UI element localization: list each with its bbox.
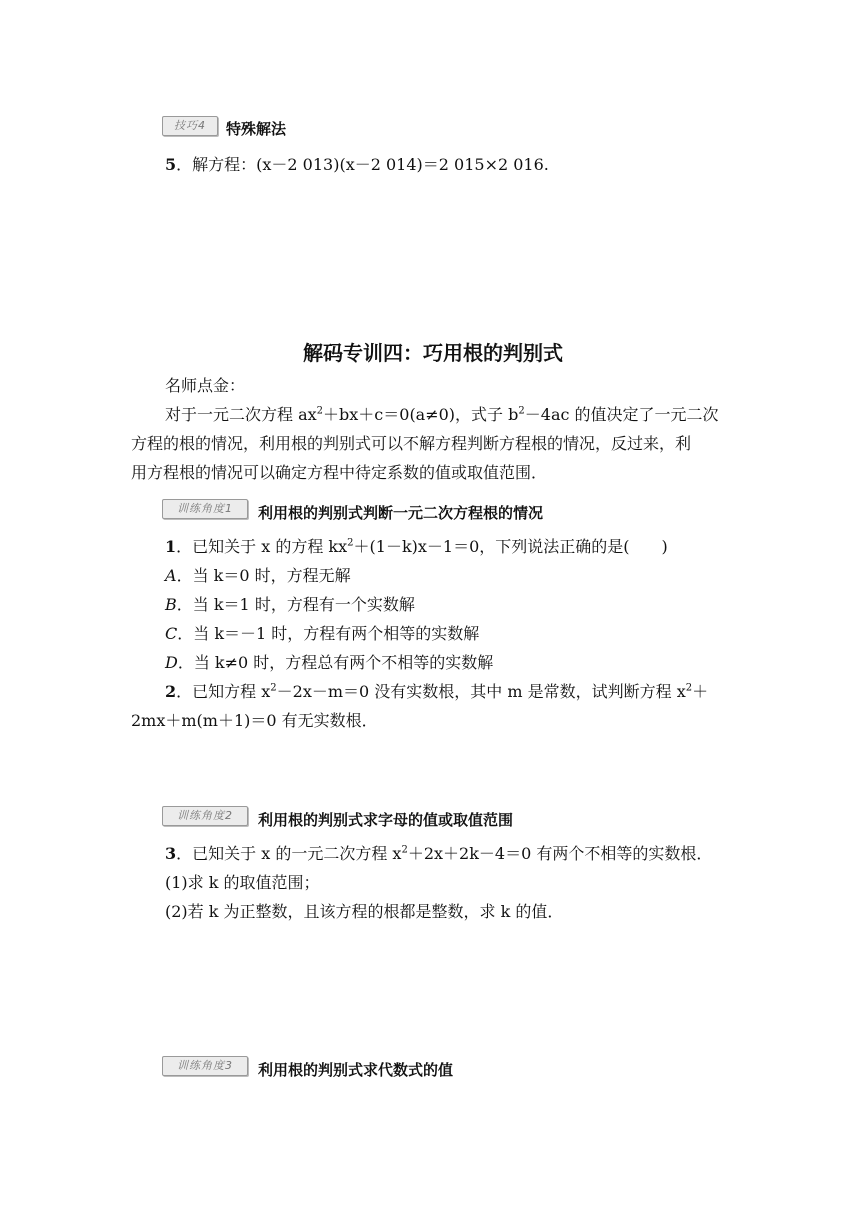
option-d: D．当 k≠0 时，方程总有两个不相等的实数解 [165,653,494,672]
tip-heading: 特殊解法 [226,120,287,138]
intro-line-3: 用方程根的情况可以确定方程中待定系数的值或取值范围． [131,463,548,482]
training-angle-heading: 利用根的判别式求字母的值或取值范围 [258,811,514,829]
section-title: 解码专训四：巧用根的判别式 [303,341,563,365]
training-angle-badge: 训练角度3 [162,1056,248,1076]
training-angle-badge: 训练角度1 [162,499,248,519]
option-a: A．当 k＝0 时，方程无解 [165,566,351,585]
question-2-line-1: 2．已知方程 $x^2-2x-m=0$ 没有实数根，其中 m 是常数，试判断方程 $x^2+$ [165,682,709,701]
training-angle-badge: 训练角度2 [162,806,248,826]
question-2-line-2: 2mx＋m(m＋1)＝0 有无实数根． [131,711,378,730]
training-angle-heading: 利用根的判别式求代数式的值 [258,1061,454,1079]
intro-line-1: 对于一元二次方程 $ax^2+bx+c=0(a\ne 0)$，式子 $b^2-4ac$ 的值决定了一元二次 [165,405,719,424]
question-3-part-2: (2)若 k 为正整数，且该方程的根都是整数，求 k 的值． [165,902,564,921]
tip-badge: 技巧4 [162,116,218,136]
teacher-tips-label: 名师点金： [165,376,246,395]
intro-line-2: 方程的根的情况，利用根的判别式可以不解方程判断方程根的情况，反过来，利 [131,434,692,453]
option-c: C．当 k＝－1 时，方程有两个相等的实数解 [165,624,480,643]
question-3-part-1: (1)求 k 的取值范围； [165,873,320,892]
question-text: ．解方程：(x－2 013)(x－2 014)＝2 015×2 016. [176,155,549,174]
question-5 [165,155,549,175]
question-1: 1．已知关于 x 的方程 $kx^2+(1-k)x-1=0$，下列说法正确的是( ) [165,537,668,556]
question-3: 3．已知关于 x 的一元二次方程 $x^2+2x+2k-4=0$ 有两个不相等的实数根． [165,844,713,863]
question-number: 5 [165,155,177,174]
training-angle-heading: 利用根的判别式判断一元二次方程根的情况 [258,504,544,522]
option-b: B．当 k＝1 时，方程有一个实数解 [165,595,415,614]
